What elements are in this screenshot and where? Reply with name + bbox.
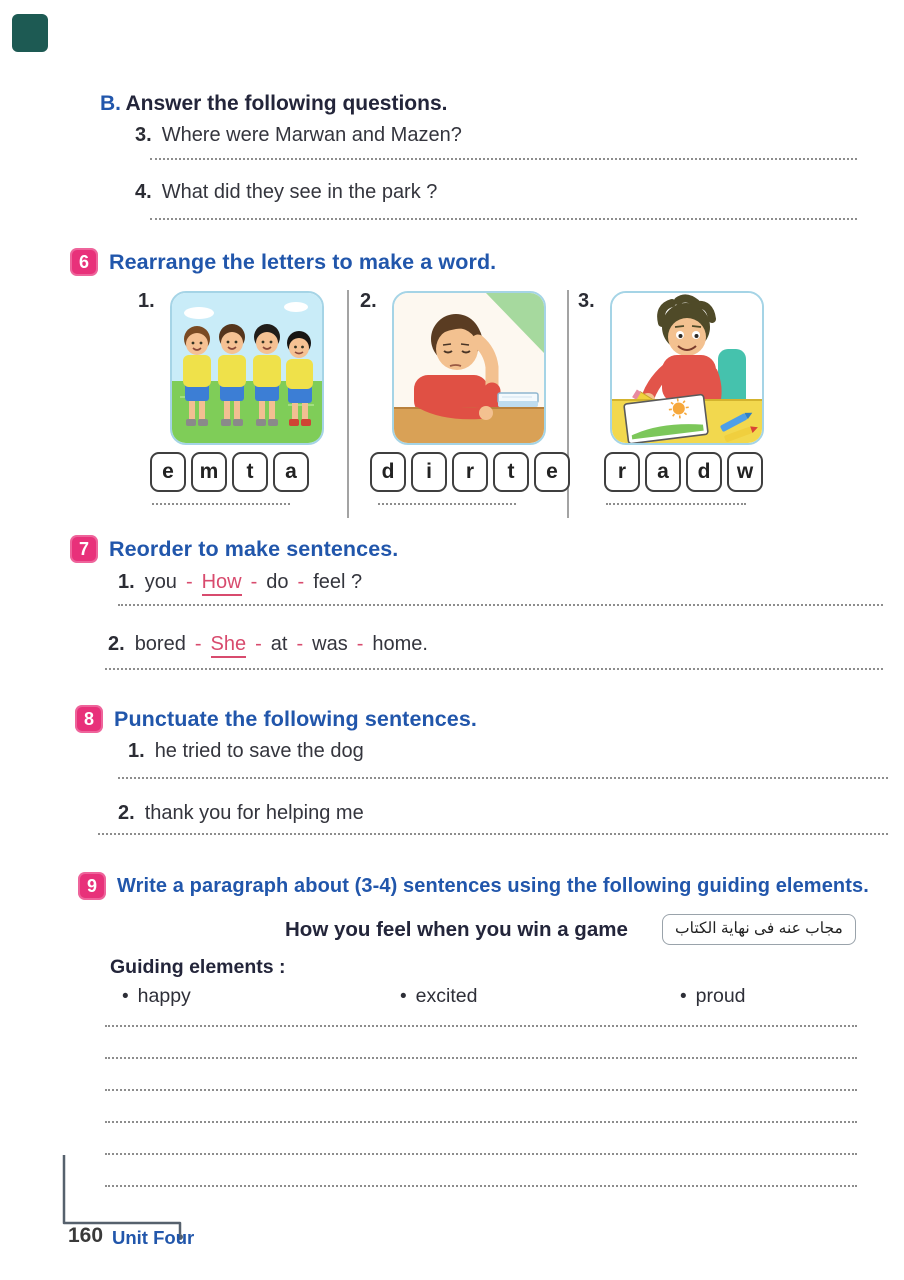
word-answer-line [378,503,516,505]
unit-label: Unit Four [112,1227,195,1248]
arabic-note-box: مجاب عنه فى نهاية الكتاب [662,914,856,945]
section-8-title: Punctuate the following sentences. [114,706,477,731]
section-b-title: Answer the following questions. [125,92,448,115]
letter-tile: i [411,452,447,492]
letter-tile: t [493,452,529,492]
section-9-title: Write a paragraph about (3-4) sentences using the following guiding elements. [117,874,869,897]
letter-tile: e [534,452,570,492]
letter-tile: e [150,452,186,492]
section-6-badge: 6 [70,248,98,276]
sentence-number: 1. [128,740,145,762]
highlighted-word: - [356,633,364,655]
section-7-header [70,535,398,563]
sentence-number: 2. [118,802,135,824]
puzzle-item-1 [132,286,362,524]
section-8-header [75,705,477,733]
reorder-sentence [145,571,371,594]
question-text: What did they see in the park ? [161,181,438,203]
letter-tiles [604,452,763,492]
section-6-title: Rearrange the letters to make a word. [109,249,497,274]
puzzle-number: 2. [360,290,377,312]
section-b-label: B. [100,92,121,115]
question-row [135,181,437,204]
sentence-word: home. [372,633,428,655]
letter-tile: m [191,452,227,492]
team-of-four-boys-illustration [170,291,324,445]
highlighted-word: She [211,633,247,658]
section-8-badge: 8 [75,705,103,733]
letter-tile: r [604,452,640,492]
corner-decoration [12,14,48,52]
sentence-word: bored [134,633,186,655]
highlighted-word: - [296,633,304,655]
sentence-text: he tried to save the dog [154,740,364,762]
boy-drawing-svg [612,293,762,443]
highlighted-word: - [297,571,305,593]
paragraph-answer-lines [105,995,857,1187]
team-illustration-svg [172,293,322,443]
answer-line [105,668,883,670]
sentence-word: at [270,633,288,655]
guiding-word: happy [137,985,191,1007]
highlighted-word: - [185,571,193,593]
section-7-badge: 7 [70,535,98,563]
section-7-title: Reorder to make sentences. [109,536,399,561]
answer-line [118,604,883,606]
sentence-text: thank you for helping me [144,802,364,824]
sentence-number: 1. [118,571,135,593]
question-number: 3. [135,124,152,146]
section-b-header [100,92,447,116]
answer-line [98,833,888,835]
word-answer-line [606,503,746,505]
reorder-sentence-row [118,571,371,594]
highlighted-word: How [202,571,242,596]
answer-line [150,218,857,220]
answer-line [105,995,857,1027]
question-number: 4. [135,181,152,203]
sentence-word: feel ? [313,571,363,593]
letter-tile: a [273,452,309,492]
section-9-header [78,872,869,900]
letter-tile: a [645,452,681,492]
question-row [135,124,462,147]
letter-tile: d [686,452,722,492]
letter-tile: t [232,452,268,492]
tired-boy-illustration [392,291,546,445]
highlighted-word: - [255,633,262,655]
sentence-number: 2. [108,633,125,655]
puzzle-item-3 [572,286,802,524]
punctuate-row [118,802,364,825]
answer-line [105,1091,857,1123]
guiding-elements-label: Guiding elements : [110,956,286,978]
puzzle-number: 3. [578,290,595,312]
section-9-badge: 9 [78,872,106,900]
puzzle-item-2 [354,286,584,524]
page-number: 160 [68,1224,104,1247]
letter-tile: r [452,452,488,492]
guiding-word: excited [415,985,478,1007]
boy-drawing-illustration [610,291,764,445]
letter-tiles [370,452,570,492]
answer-line [118,777,888,779]
reorder-sentence-row [108,633,437,656]
answer-line [105,1123,857,1155]
letter-tiles [150,452,309,492]
tired-boy-svg [394,293,544,443]
question-text: Where were Marwan and Mazen? [161,124,462,146]
letter-tile: w [727,452,763,492]
bullet-icon: • [400,986,407,1007]
bullet-icon: • [122,986,129,1007]
sentence-word: do [266,571,289,593]
section-6-header [70,248,496,276]
reorder-sentence [135,633,437,656]
answer-line [150,158,857,160]
highlighted-word: - [194,633,202,655]
paragraph-topic: How you feel when you win a game [285,918,628,941]
highlighted-word: - [250,571,258,593]
answer-line [105,1059,857,1091]
guiding-word: proud [695,985,746,1007]
answer-line [105,1155,857,1187]
sentence-word: was [312,633,348,655]
word-answer-line [152,503,290,505]
answer-line [105,1027,857,1059]
sentence-word: you [144,571,177,593]
letter-tile: d [370,452,406,492]
bullet-icon: • [680,986,687,1007]
punctuate-row [128,740,364,763]
puzzle-number: 1. [138,290,155,312]
